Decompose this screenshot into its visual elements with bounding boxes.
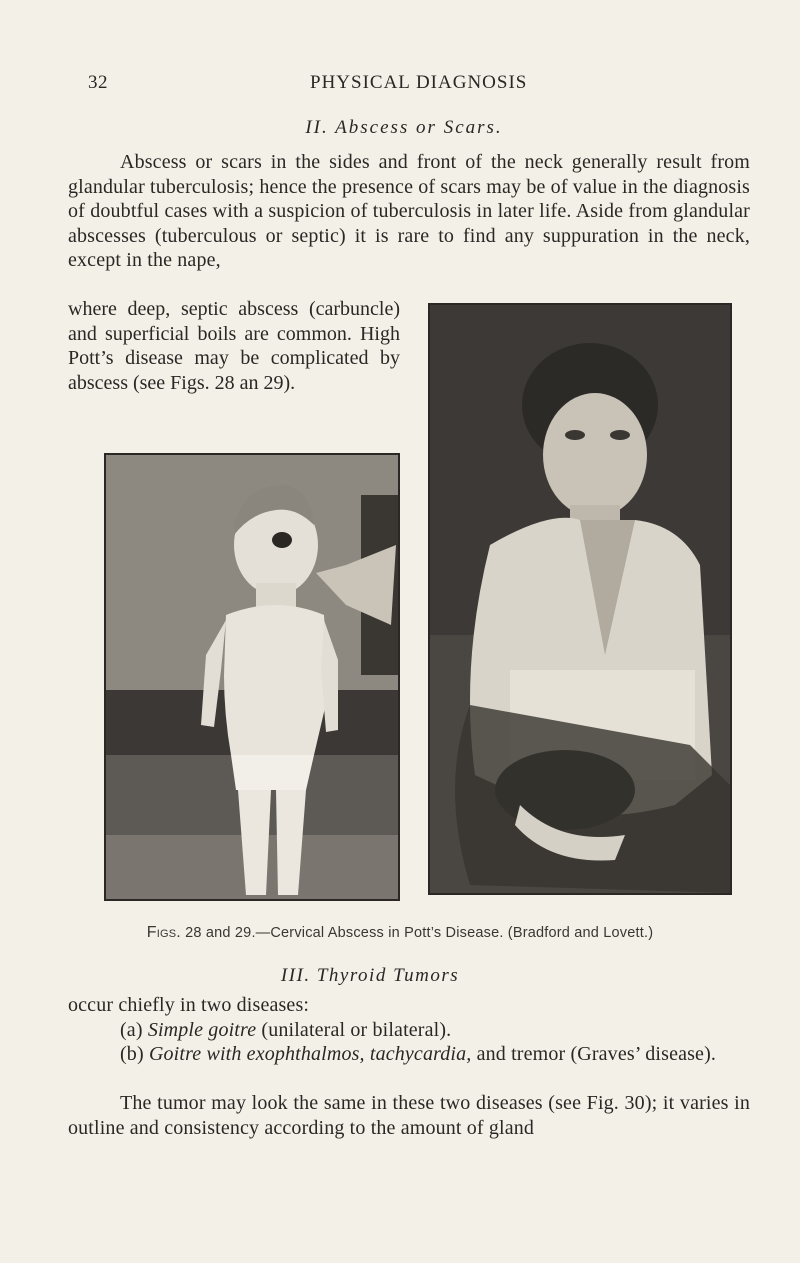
paragraph-abscess: Abscess or scars in the sides and front of the neck generally result from glandular tuberculosis; hence the presence of scars may be of value in the diagnosis of doubtful cases with a suspicion of tuberculosis in later life. Aside from glandular abscesses (tuberculous or septic) it is rare to find any suppuration in the neck, except in the nape, <box>68 151 750 271</box>
figure-29-photo <box>428 303 732 895</box>
caption-label: Figs. <box>146 924 181 941</box>
figure-28-photo <box>104 453 400 901</box>
paragraph-tumor-text: The tumor may look the same in these two diseases (see Fig. 30); it varies in outline and consistency according to the amount of gland <box>68 1092 750 1139</box>
list-item-b <box>68 1042 750 1067</box>
section-heading-abscess: II. Abscess or Scars. <box>305 117 503 138</box>
item-a-detail: (unilateral or bilateral). <box>261 1019 452 1041</box>
page-header <box>0 72 800 96</box>
item-a-marker: (a) <box>120 1019 143 1041</box>
paragraph-thyroid-intro: occur chiefly in two diseases: <box>68 994 310 1016</box>
paragraph-tumor <box>68 1091 750 1140</box>
figure-28-image <box>106 455 398 899</box>
figure-caption <box>0 924 800 942</box>
page-number: 32 <box>88 72 108 93</box>
section-heading-thyroid: III. Thyroid Tumors <box>280 965 460 986</box>
caption-text: 28 and 29.—Cervical Abscess in Pott’s Disease. (Bradford and Lovett.) <box>185 925 654 941</box>
item-b-detail: and tremor (Graves’ disease). <box>476 1043 717 1065</box>
figure-29-image <box>430 305 730 893</box>
paragraph-abscess-continued: where deep, septic abscess (carbuncle) and superficial boils are common. High Pott’s disease may be complicated by abscess (see Figs. 28 an 29). <box>68 298 400 394</box>
item-b-marker: (b) <box>120 1043 144 1065</box>
item-b-term: Goitre with exophthalmos, tachycardia, <box>148 1043 472 1065</box>
item-a-term: Simple goitre <box>147 1019 257 1041</box>
list-item-a <box>68 1018 750 1043</box>
running-title: PHYSICAL DIAGNOSIS <box>310 72 528 93</box>
